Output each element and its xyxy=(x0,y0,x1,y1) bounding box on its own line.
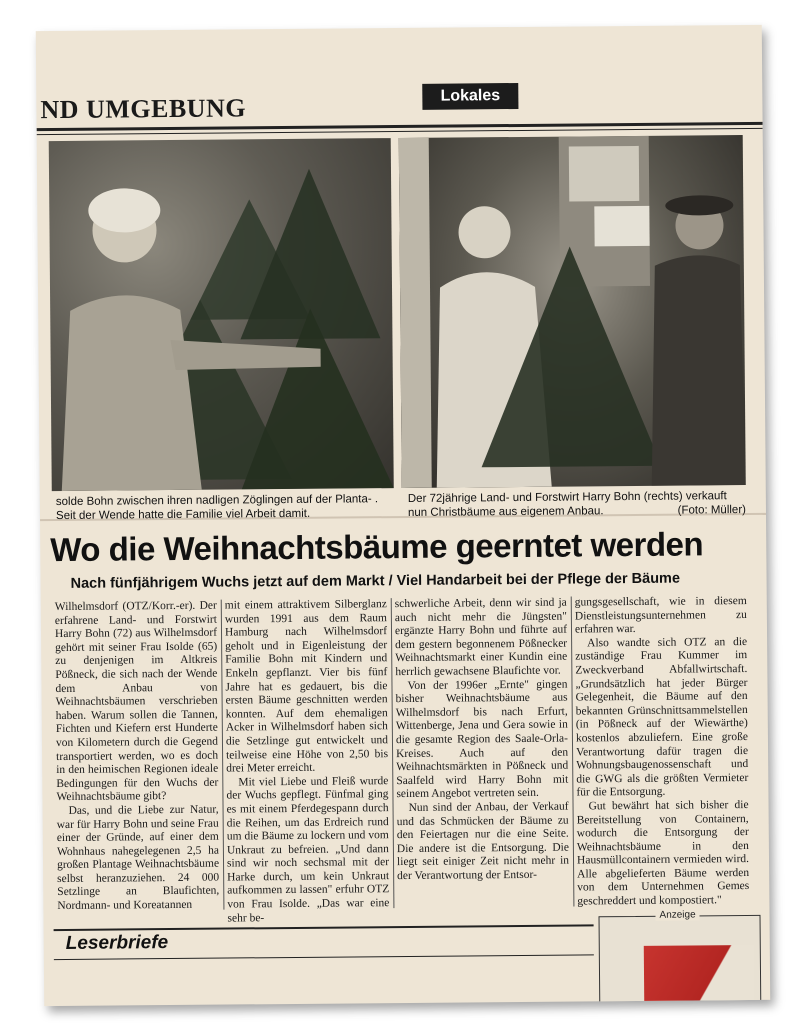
section-header: ND UMGEBUNG xyxy=(40,93,247,125)
column-rule xyxy=(221,600,225,910)
article-column-4 xyxy=(575,595,750,909)
newspaper-clipping xyxy=(36,25,770,1006)
paragraph: schwerliche Arbeit, denn wir sind ja auch nicht mehr die Jüngsten" ergänzte Harry Bohn und führte auf dem gestern begonnenem Pößnecker Weihnachtsmarkt einer Kundin eine herrlich gewachsene Blaufichte vor. xyxy=(394,596,568,679)
photo-scene-2 xyxy=(399,135,746,488)
paragraph: Nun sind der Anbau, der Verkauf und das Schmücken der Bäume zu den Feiertagen nur die eine Seite. Die andere ist die Entsorgung. Die liegt seit einiger Zeit nicht mehr in der Verantwortung der Entsor- xyxy=(396,800,570,882)
article-headline: Wo die Weihnachtsbäume geerntet werden xyxy=(50,525,704,569)
advertisement-label: Anzeige xyxy=(655,909,699,920)
photo-isolde-bohn xyxy=(49,138,394,491)
paragraph: gungsgesellschaft, wie in diesem Dienstleistungsunternehmen zu erfahren war. xyxy=(574,595,747,636)
article-subheadline: Nach fünfjährigem Wuchs jetzt auf dem Markt / Viel Handarbeit bei der Pflege der Bäume xyxy=(70,570,681,592)
paragraph: Von der 1996er „Ernte" gingen bisher Weihnachtsbäume aus Wilhelmsdorf bis nach Erfurt, Wittenberge, Jena und Gera sowie in die gesamte Region des Saale-Orla-Kreises. Auch auf den Weihnachtsmärkten in Pößneck und Saalfeld wird Harry Bohn mit seinem Angebot vertreten sein. xyxy=(395,678,569,801)
column-rule xyxy=(391,598,395,908)
photo-scene-1 xyxy=(49,138,394,491)
paragraph: mit einem attraktivem Silberglanz wurden 1991 aus dem Raum Hamburg nach Wilhelmsdorf geholt und in Eigenleistung der Familie Bohn mit Kindern und Enkeln gepflanzt. Vier bis fünf Jahre hat es gedauert, bis die ersten Bäume geschnitten werden konnten. Auf dem ehemaligen Acker in Wilhelmsdorf haben sich die Setzlinge gut entwickelt und teilweise eine Höhe von 2,50 bis drei Meter erreicht. xyxy=(224,598,389,775)
photo-credit: (Foto: Müller) xyxy=(677,504,747,517)
article-column-1 xyxy=(55,600,220,914)
leserbriefe-rule-thin xyxy=(54,954,594,960)
paragraph: Also wandte sich OTZ an die zuständige Frau Kummer im Zweckverband Abfallwirtschaft. „Grundsätzlich hat jeder Bürger Gelegenheit, die Bäume auf den bekannten Grünschnittsammelstellen (in Pößneck auf der Wiewärthe) kostenlos abzuliefern. Eine große Verantwortung dafür tragen die Wohnungsbaugenossenschaft und die GWG als die größten Vermieter für die Entsorgung. xyxy=(575,635,749,799)
paragraph: Das, und die Liebe zur Natur, war für Harry Bohn und seine Frau einer der Gründe, auf einer dem Wohnhaus nahegelegenen 2,5 ha großen Plantage Weihnachtsbäume selbst heranzuziehen. 24 000 Setzlinge an Blaufichten, Nordmann- und Koreatannen xyxy=(56,803,220,913)
paragraph: Gut bewährt hat sich bisher die Bereitstellung von Containern, wodurch die Entsorgung der Weihnachtsbäume in den Hausmüllcontainern vermieden wird. Alle abgelieferten Bäume werden von dem Unternehmen Gemes geschreddert und kompostiert." xyxy=(576,798,750,908)
paragraph: Wilhelmsdorf (OTZ/Korr.-er). Der erfahrene Land- und Forstwirt Harry Bohn (72) aus Wilhelmsdorf gehört mit seiner Frau Isolde (65) zu denjenigen im Altkreis Pößneck, die sich nach der Wende dem Anbau von Weihnachtsbäumen verschrieben haben. Warum sollen die Tannen, Fichten und Kiefern erst Hunderte von Kilometern durch die Gegend transportiert werden, wo es doch in den heimischen Regionen ideale Bedingungen für den Wuchs der Weihnachtsbäume gibt? xyxy=(54,599,219,804)
photo2-caption-text: Der 72jährige Land- und Forstwirt Harry Bohn (rechts) verkauft nun Christbäume aus eigenem Anbau. xyxy=(407,490,727,519)
article-column-2 xyxy=(225,598,390,926)
column-rule xyxy=(571,597,575,907)
photo1-caption: solde Bohn zwischen ihren nadligen Zöglingen auf der Planta- . Seit der Wende hatte die Familie viel Arbeit damit. xyxy=(55,493,379,523)
photo-harry-bohn xyxy=(399,135,746,488)
leserbriefe-rule xyxy=(54,924,594,931)
advertisement-graphic xyxy=(644,945,755,1006)
article-column-3 xyxy=(395,597,569,884)
leserbriefe-heading: Leserbriefe xyxy=(65,932,169,954)
paragraph: Mit viel Liebe und Fleiß wurde der Wuchs gepflegt. Fünfmal ging es mit einem Pferdegespann durch die Reihen, um das Erdreich rund um die Bäume zu lockern und vom Unkraut zu befreien. „Und dann sind wir noch sechsmal mit der Harke durch, um kein Unkraut aufkommen zu lassen" erfuhr OTZ von Frau Isolde. „Das war eine sehr be- xyxy=(226,774,390,925)
section-tag: Lokales xyxy=(422,83,518,110)
